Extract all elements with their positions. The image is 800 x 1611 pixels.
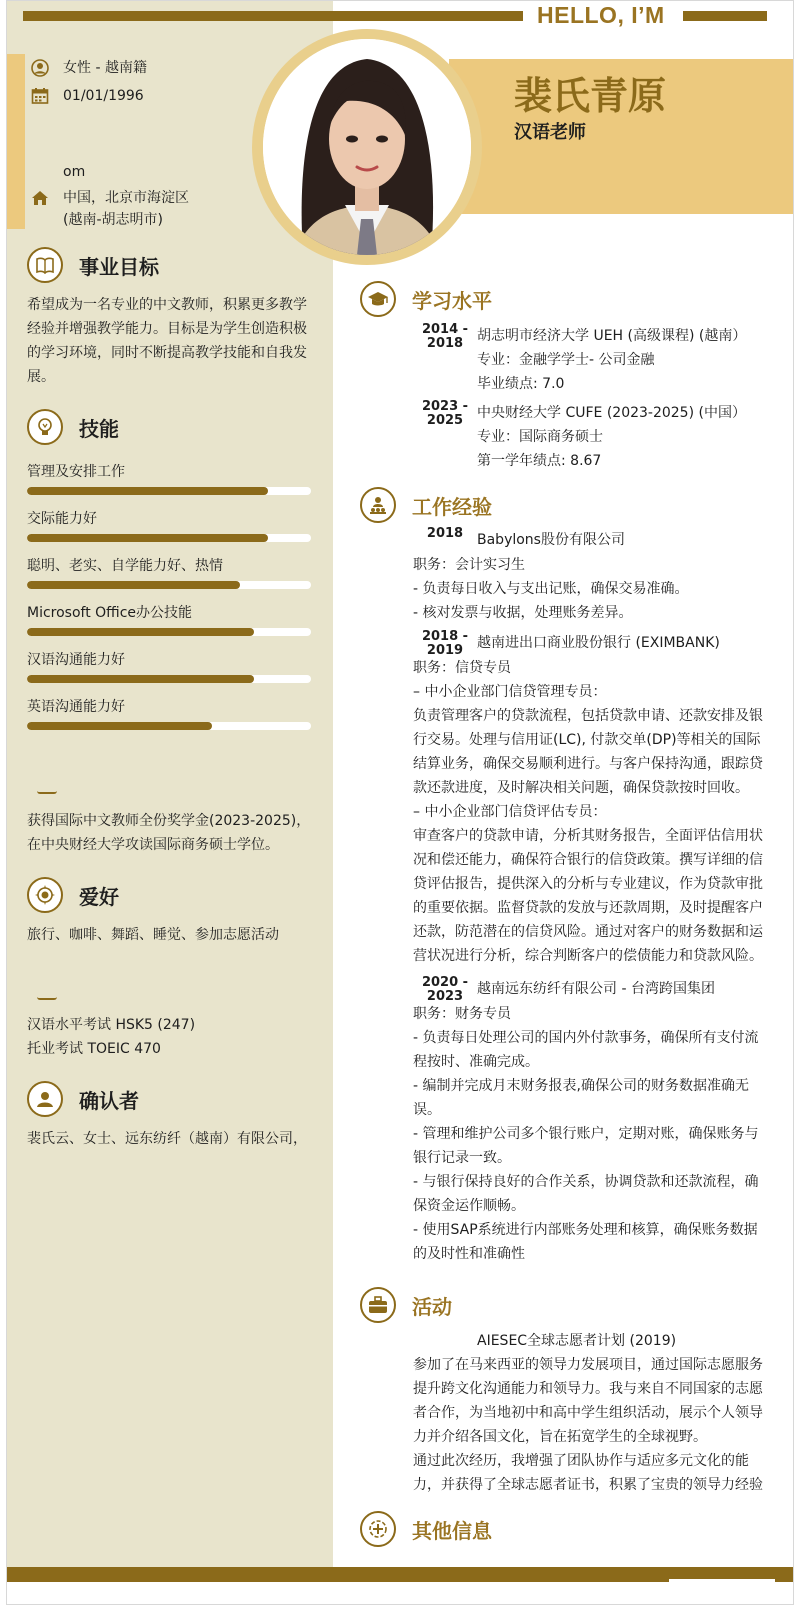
skill-bar-fill xyxy=(27,628,254,636)
work-detail-line: 结算业务，确保交易顺利进行。与客户保持沟通，跟踪贷 xyxy=(413,756,763,772)
education-years xyxy=(415,323,475,351)
activity-title: 活动 xyxy=(412,1294,452,1319)
activity-line: 者合作，为当地初中和高中学生组织活动，展示个人领导 xyxy=(413,1405,763,1421)
certificate-item: 托业考试 TOEIC 470 xyxy=(27,1041,161,1057)
skill-bar-fill xyxy=(27,675,254,683)
work-detail-line: 银行记录一致。 xyxy=(413,1150,511,1166)
education-header xyxy=(360,281,492,317)
work-detail-line: 程按时、准确完成。 xyxy=(413,1054,539,1070)
award-text: 获得国际中文教师全份奖学金(2023-2025)，在中央财经大学攻读国际商务硕士学位。 xyxy=(27,813,311,853)
award-divider xyxy=(37,791,57,794)
work-detail-line: 的重要依据。监督贷款的发放与还款周期，及时提醒客户 xyxy=(413,900,763,916)
work-years xyxy=(415,976,475,1004)
work-detail-line: 保资金运作顺畅。 xyxy=(413,1198,525,1214)
skill-bar-track xyxy=(27,722,311,730)
years-end: 2018 xyxy=(426,336,464,351)
work-detail-line: 况和偿还能力，确保符合银行的信贷政策。撰写详细的信 xyxy=(413,852,763,868)
referee-title: 确认者 xyxy=(79,1088,139,1113)
objective-header xyxy=(27,247,159,283)
contact-address xyxy=(31,187,189,231)
education-score: 毕业绩点: 7.0 xyxy=(477,376,565,392)
profile-photo xyxy=(263,39,471,255)
graduation-cap-icon xyxy=(360,281,396,317)
left-accent-bar xyxy=(7,54,25,229)
gender-nationality-text: 女性 - 越南籍 xyxy=(63,60,147,76)
skill-bar-fill xyxy=(27,722,212,730)
certificates-divider xyxy=(37,997,57,1000)
birthday-text: 01/01/1996 xyxy=(63,88,144,104)
education-school: 中央财经大学 CUFE (2023-2025) (中国） xyxy=(477,405,746,421)
book-icon xyxy=(27,247,63,283)
left-column xyxy=(7,1,333,1567)
skill-bar-track xyxy=(27,534,311,542)
briefcase-icon xyxy=(360,1287,396,1323)
skill-bar-fill xyxy=(27,581,240,589)
work-detail-line: - 编制并完成月末财务报表,确保公司的财务数据准确无 xyxy=(413,1078,749,1094)
award-icon xyxy=(27,877,63,913)
work-detail-line: – 中小企业部门信贷管理专员： xyxy=(413,684,607,700)
skill-bar-track xyxy=(27,628,311,636)
education-score: 第一学年绩点: 8.67 xyxy=(477,453,602,469)
hobbies-title: 爱好 xyxy=(79,884,119,909)
education-major: 专业：国际商务硕士 xyxy=(477,429,603,445)
address-line-1: 中国，北京市海淀区 xyxy=(63,190,189,206)
top-rule-right xyxy=(683,11,767,21)
contact-gender xyxy=(31,57,147,79)
work-detail-line: - 核对发票与收据，处理账务差异。 xyxy=(413,605,633,621)
work-company: 越南远东纺纤有限公司 - 台湾跨国集团 xyxy=(477,981,715,997)
contact-birthday xyxy=(31,85,144,107)
user-circle-icon xyxy=(31,59,49,77)
years-end: 2023 xyxy=(426,989,464,1004)
footer-notch xyxy=(669,1579,775,1584)
email-icon-placeholder xyxy=(31,163,49,181)
work-detail-line: 款还款进度，及时解决相关问题，确保贷款按时回收。 xyxy=(413,780,749,796)
work-detail-line: 还款，防范潜在的信贷风险。通过对客户的财务数据和运 xyxy=(413,924,763,940)
education-major: 专业：金融学学士- 公司金融 xyxy=(477,352,655,368)
person-icon xyxy=(27,1081,63,1117)
address-block xyxy=(63,187,189,231)
home-icon xyxy=(31,189,49,207)
skill-label: 聪明、老实、自学能力好、热情 xyxy=(27,558,223,574)
work-years xyxy=(415,630,475,658)
work-detail-line: 职务：财务专员 xyxy=(413,1006,511,1022)
education-school: 胡志明市经济大学 UEH (高级课程) (越南） xyxy=(477,328,747,344)
years-start: 2023 - xyxy=(421,399,469,414)
referee-text: 裴氏云、女士、远东纺纤（越南）有限公司， xyxy=(27,1131,307,1147)
skill-bar-fill xyxy=(27,487,268,495)
years-start: 2020 - xyxy=(421,975,469,990)
plus-circle-icon xyxy=(360,1511,396,1547)
hello-heading: HELLO, I’M xyxy=(537,2,665,28)
work-detail-line: 的及时性和准确性 xyxy=(413,1246,525,1262)
work-detail-line: 贷评估报告，提供深入的分析与专业建议，作为贷款审批 xyxy=(413,876,763,892)
work-detail-line: - 负责每日处理公司的国内外付款事务，确保所有支付流 xyxy=(413,1030,759,1046)
work-detail-line: 职务：信贷专员 xyxy=(413,660,511,676)
skill-bar-track xyxy=(27,675,311,683)
activity-header xyxy=(360,1287,452,1323)
education-title: 学习水平 xyxy=(412,288,492,313)
years-start: 2018 xyxy=(426,526,464,541)
skill-bar-track xyxy=(27,581,311,589)
years-end: 2019 xyxy=(426,643,464,658)
activity-line: 力并介绍各国文化，旨在拓宽学生的全球视野。 xyxy=(413,1429,707,1445)
other-header xyxy=(360,1511,492,1547)
skills-title: 技能 xyxy=(79,416,119,441)
address-line-2: (越南-胡志明市) xyxy=(63,212,163,228)
work-detail-line: 营状况进行分析，综合判断客户的偿债能力和贷款风险。 xyxy=(413,948,763,964)
activity-name: AIESEC全球志愿者计划 (2019) xyxy=(477,1333,677,1349)
work-detail-line: - 负责每日收入与支出记账，确保交易准确。 xyxy=(413,581,689,597)
job-title: 汉语老师 xyxy=(514,122,586,143)
work-company: 越南进出口商业股份银行 (EXIMBANK) xyxy=(477,635,720,651)
skill-label: 汉语沟通能力好 xyxy=(27,652,125,668)
work-detail-line: 负责管理客户的贷款流程，包括贷款申请、还款安排及银 xyxy=(413,708,763,724)
contact-email xyxy=(31,161,85,183)
skill-label: 英语沟通能力好 xyxy=(27,699,125,715)
team-icon xyxy=(360,487,396,523)
objective-title: 事业目标 xyxy=(79,254,159,279)
work-years xyxy=(415,527,475,541)
work-detail-line: - 管理和维护公司多个银行账户，定期对账，确保账务与 xyxy=(413,1126,759,1142)
email-text: om xyxy=(63,164,86,180)
top-rule-left xyxy=(23,11,523,21)
skill-bar-track xyxy=(27,487,311,495)
referee-header xyxy=(27,1081,139,1117)
full-name: 裴氏青原 xyxy=(514,74,667,118)
work-detail-line: - 使用SAP系统进行内部账务处理和核算，确保账务数据 xyxy=(413,1222,758,1238)
education-years xyxy=(415,400,475,428)
other-title: 其他信息 xyxy=(412,1518,492,1543)
skill-label: 管理及安排工作 xyxy=(27,464,125,480)
objective-text: 希望成为一名专业的中文教师，积累更多教学经验并增强教学能力。目标是为学生创造积极的学习环境，同时不断提高教学技能和自我发展。 xyxy=(27,297,307,385)
activity-line: 提升跨文化沟通能力和领导力。我与来自不同国家的志愿 xyxy=(413,1381,763,1397)
work-header xyxy=(360,487,492,523)
work-detail-line: 审查客户的贷款申请，分析其财务报告，全面评估信用状 xyxy=(413,828,763,844)
work-detail-line: 行交易。处理与信用证(LC), 付款交单(DP)等相关的国际 xyxy=(413,732,761,748)
skill-bar-fill xyxy=(27,534,268,542)
work-detail-line: – 中小企业部门信贷评估专员： xyxy=(413,804,607,820)
years-end: 2025 xyxy=(426,413,464,428)
work-title: 工作经验 xyxy=(412,494,492,519)
activity-line: 力，并获得了全球志愿者证书，积累了宝贵的领导力经验 xyxy=(413,1477,763,1493)
work-company: Babylons股份有限公司 xyxy=(477,532,625,548)
lightbulb-icon xyxy=(27,409,63,445)
years-start: 2014 - xyxy=(421,322,469,337)
work-detail-line: 职务：会计实习生 xyxy=(413,557,525,573)
hobbies-text: 旅行、咖啡、舞蹈、睡觉、参加志愿活动 xyxy=(27,927,279,943)
work-detail-line: 误。 xyxy=(413,1102,441,1118)
years-start: 2018 - xyxy=(421,629,469,644)
certificate-item: 汉语水平考试 HSK5 (247) xyxy=(27,1017,196,1033)
calendar-icon xyxy=(31,87,49,105)
activity-line: 参加了在马来西亚的领导力发展项目，通过国际志愿服务 xyxy=(413,1357,763,1373)
activity-line: 通过此次经历，我增强了团队协作与适应多元文化的能 xyxy=(413,1453,749,1469)
resume-page xyxy=(6,0,794,1605)
skill-label: 交际能力好 xyxy=(27,511,97,527)
hobbies-header xyxy=(27,877,119,913)
skill-label: Microsoft Office办公技能 xyxy=(27,605,193,621)
work-detail-line: - 与银行保持良好的合作关系，协调贷款和还款流程，确 xyxy=(413,1174,759,1190)
skills-header xyxy=(27,409,119,445)
